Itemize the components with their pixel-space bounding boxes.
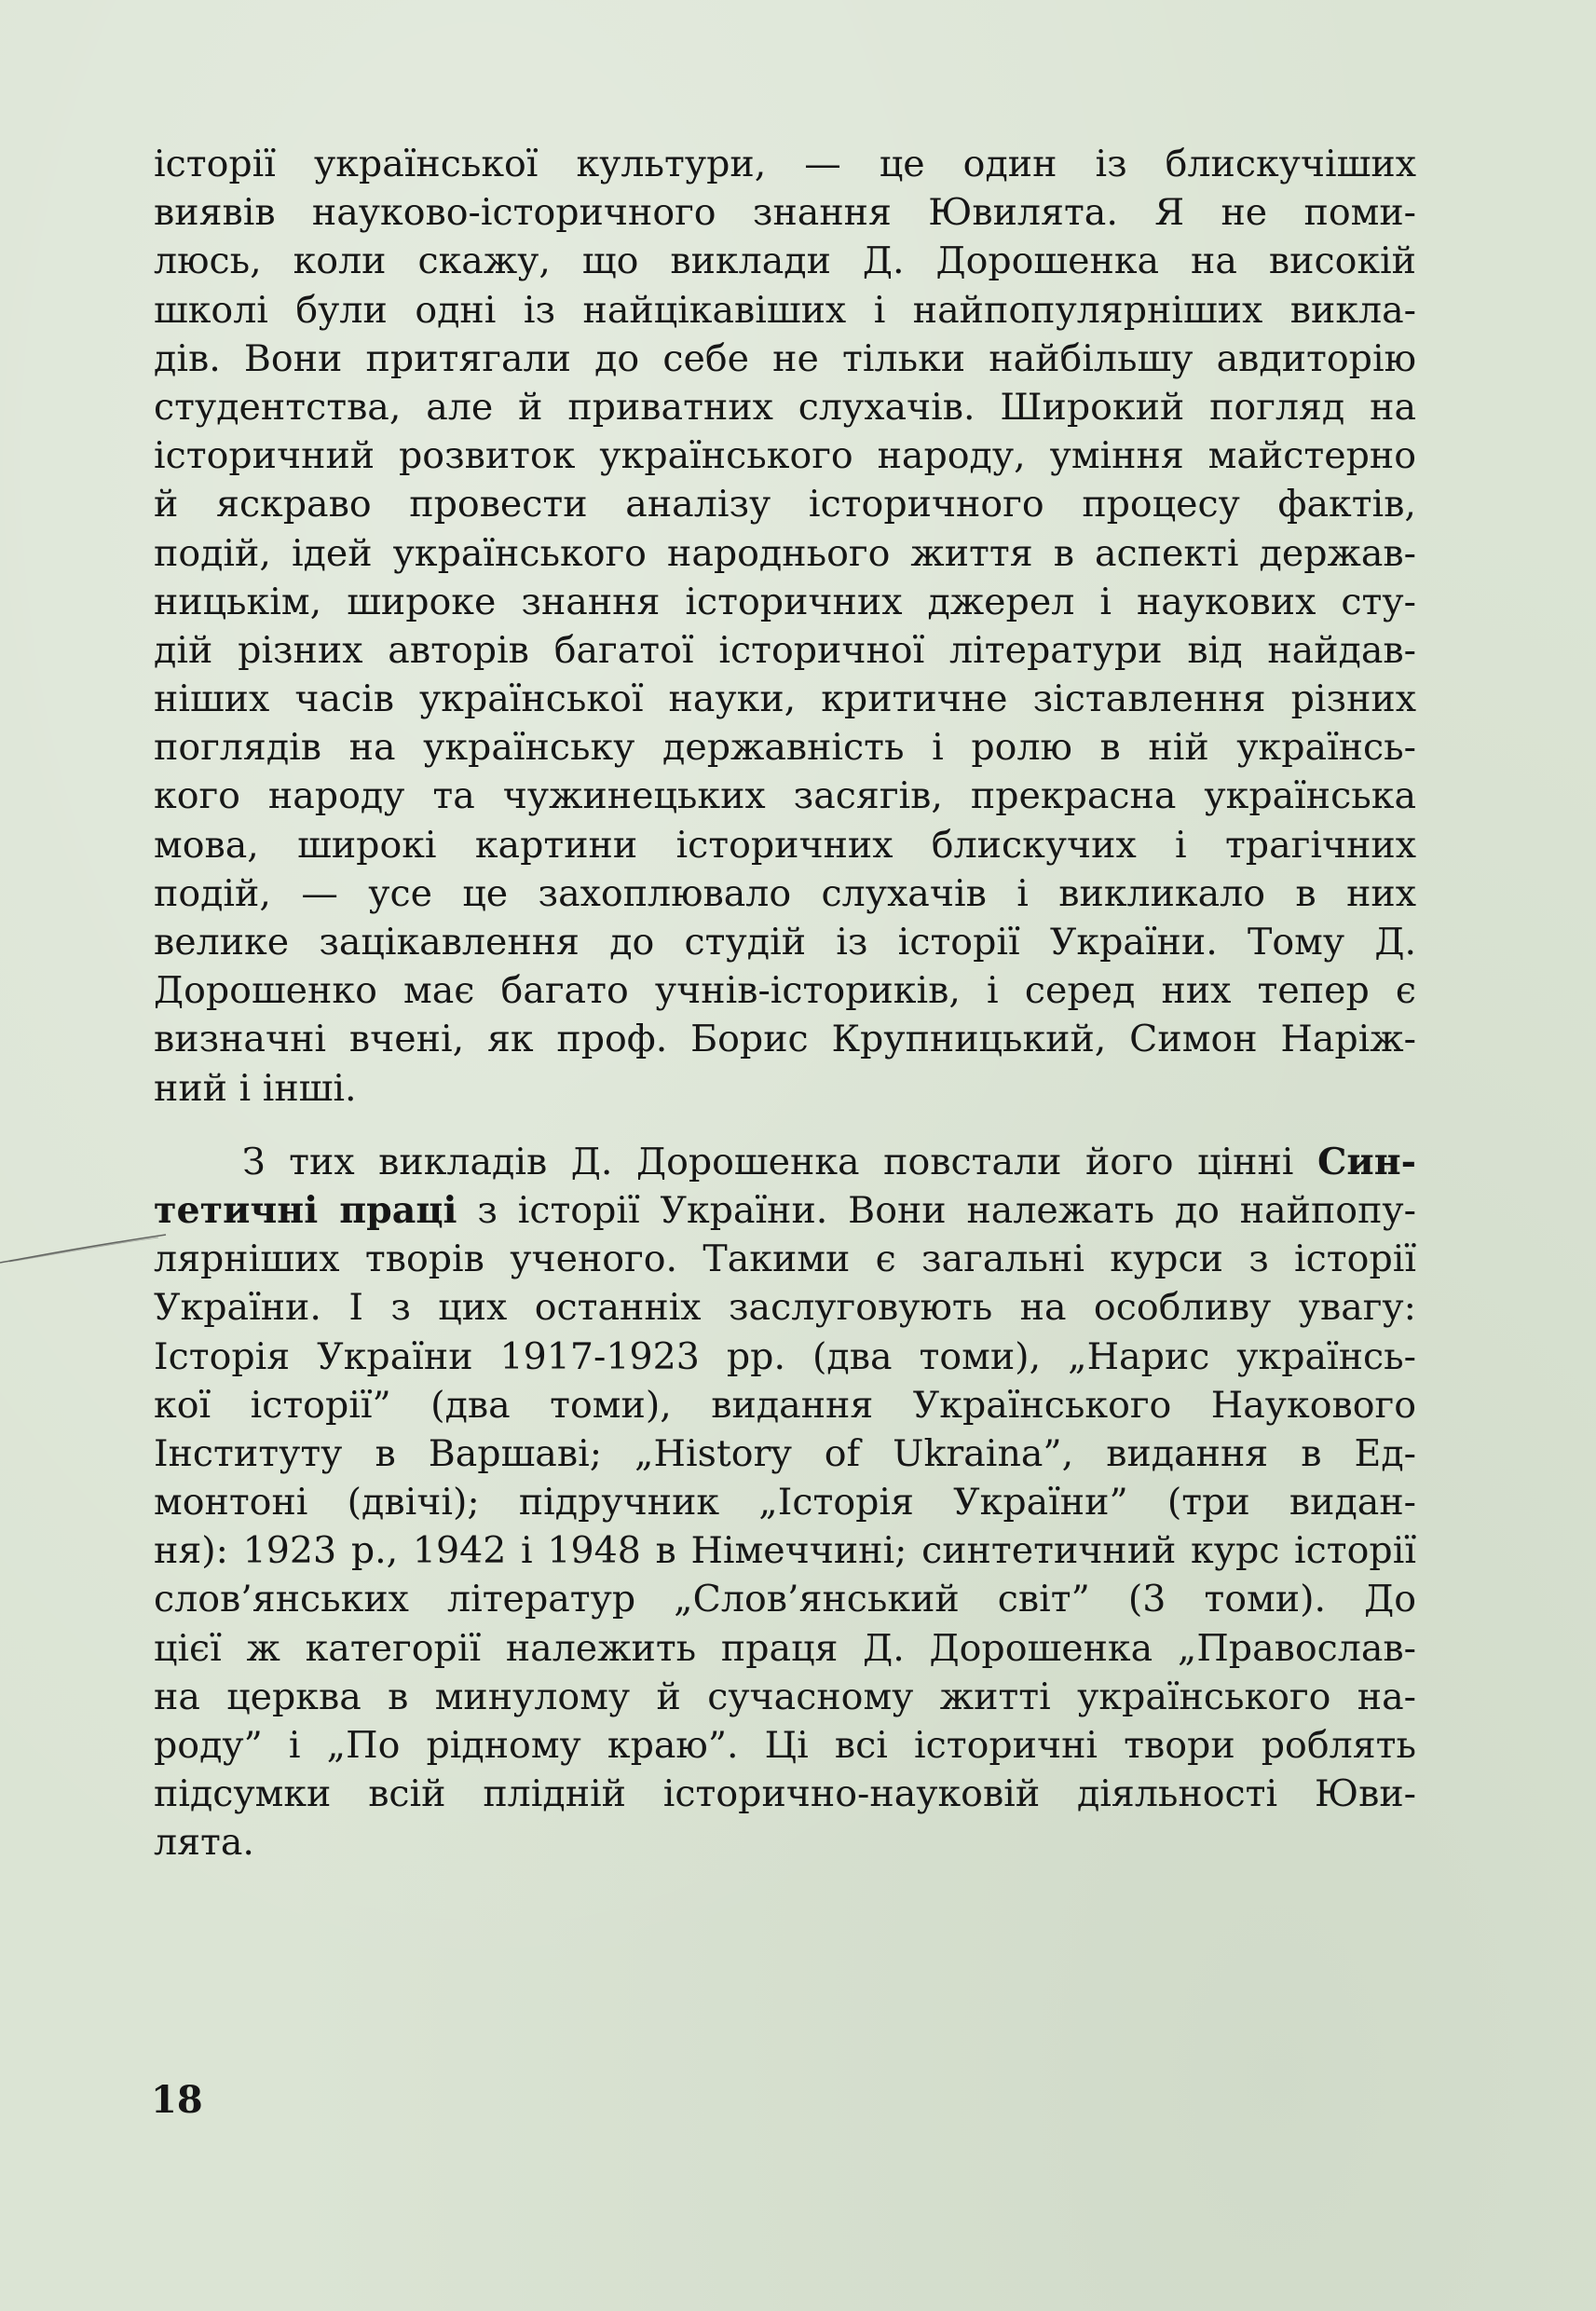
paragraph-1-line: кого народу та чужинецьких засягів, прекрасна українська	[154, 774, 1416, 818]
paragraph-2-line: роду” і „По рідному краю”. Ці всі історичні твори роблять	[154, 1724, 1416, 1767]
bold-term-end: тетичні праці	[154, 1188, 457, 1232]
body-text	[154, 140, 1416, 1867]
paragraph-2-line: лярніших творів ученого. Такими є загальні курси з історії	[154, 1238, 1416, 1281]
paragraph-2-line: Історія України 1917-1923 рр. (два томи), „Нарис українсь-	[154, 1334, 1416, 1378]
paper-scratch-mark	[0, 1221, 168, 1277]
paragraph-2-line: на церква в минулому й сучасному житті українського на-	[154, 1675, 1416, 1718]
paragraph-1-line: ніших часів української науки, критичне зіставлення різних	[154, 677, 1416, 721]
paragraph-2-line: монтоні (двічі); підручник „Історія України” (три видан-	[154, 1481, 1416, 1525]
paragraph-1-line: дій різних авторів багатої історичної літератури від найдав-	[154, 628, 1416, 672]
paragraph-2-line: підсумки всій плідній історично-науковій діяльності Юви-	[154, 1772, 1416, 1816]
paragraph-2-line: України. І з цих останніх заслуговують на особливу увагу:	[154, 1286, 1416, 1330]
paragraph-1-line: ний і інші.	[154, 1066, 357, 1110]
paragraph-1-line: мова, широкі картини історичних блискучих і трагічних	[154, 823, 1416, 867]
paragraph-1-line: школі були одні із найцікавіших і найпопулярніших викла-	[154, 288, 1416, 332]
bold-term-start: Син-	[1316, 1140, 1416, 1183]
paragraph-1-line: історії української культури, — це один із блискучіших	[154, 143, 1416, 185]
paragraph-1	[154, 140, 1416, 1113]
paragraph-1-line: історичний розвиток українського народу, уміння майстерно	[154, 434, 1416, 478]
paragraph-1-line: люсь, коли скажу, що виклади Д. Дорошенка на високій	[154, 239, 1416, 283]
paragraph-2-line: ня): 1923 р., 1942 і 1948 в Німеччині; синтетичний курс історії	[154, 1529, 1416, 1573]
paragraph-1-line: визначні вчені, як проф. Борис Крупницький, Симон Наріж-	[154, 1018, 1416, 1061]
paragraph-1-line: ницькім, широке знання історичних джерел і наукових сту-	[154, 580, 1416, 623]
paragraph-1-line: Дорошенко має багато учнів-істориків, і серед них тепер є	[154, 969, 1416, 1013]
paragraph-2-line: кої історії” (два томи), видання Українського Наукового	[154, 1383, 1416, 1427]
paragraph-1-line: дів. Вони притягали до себе не тільки найбільшу авдиторію	[154, 336, 1416, 380]
paragraph-2-line: цієї ж категорії належить праця Д. Дорошенка „Православ-	[154, 1626, 1416, 1670]
paragraph-1-line: й яскраво провести аналізу історичного процесу фактів,	[154, 483, 1416, 526]
paragraph-1-line: подій, ідей українського народнього життя в аспекті держав-	[154, 531, 1416, 575]
page-number: 18	[151, 2078, 203, 2122]
paragraph-2	[154, 1138, 1416, 1867]
paragraph-1-line: поглядів на українську державність і ролю в ній українсь-	[154, 726, 1416, 770]
paragraph-1-line: студентства, але й приватних слухачів. Широкий погляд на	[154, 385, 1416, 429]
paragraph-1-line: подій, — усе це захоплювало слухачів і викликало в них	[154, 871, 1416, 915]
paragraph-2-line: слов’янських літератур „Слов’янський світ” (3 томи). До	[154, 1578, 1416, 1621]
paragraph-2-line: лята.	[154, 1821, 254, 1865]
paragraph-2-line-2: тетичні праці з історії України. Вони належать до найпопу-	[154, 1188, 1416, 1232]
paragraph-2-line: Інституту в Варшаві; „History of Ukraina”, видання в Ед-	[154, 1431, 1416, 1475]
paragraph-1-line: велике зацікавлення до студій із історії України. Тому Д.	[154, 921, 1416, 964]
paragraph-2-rest	[154, 1235, 1416, 1867]
paragraph-1-line: виявів науково-історичного знання Ювилята. Я не поми-	[154, 191, 1416, 235]
paragraph-2-line-1: З тих викладів Д. Дорошенка повстали його цінні Син-	[242, 1140, 1416, 1183]
